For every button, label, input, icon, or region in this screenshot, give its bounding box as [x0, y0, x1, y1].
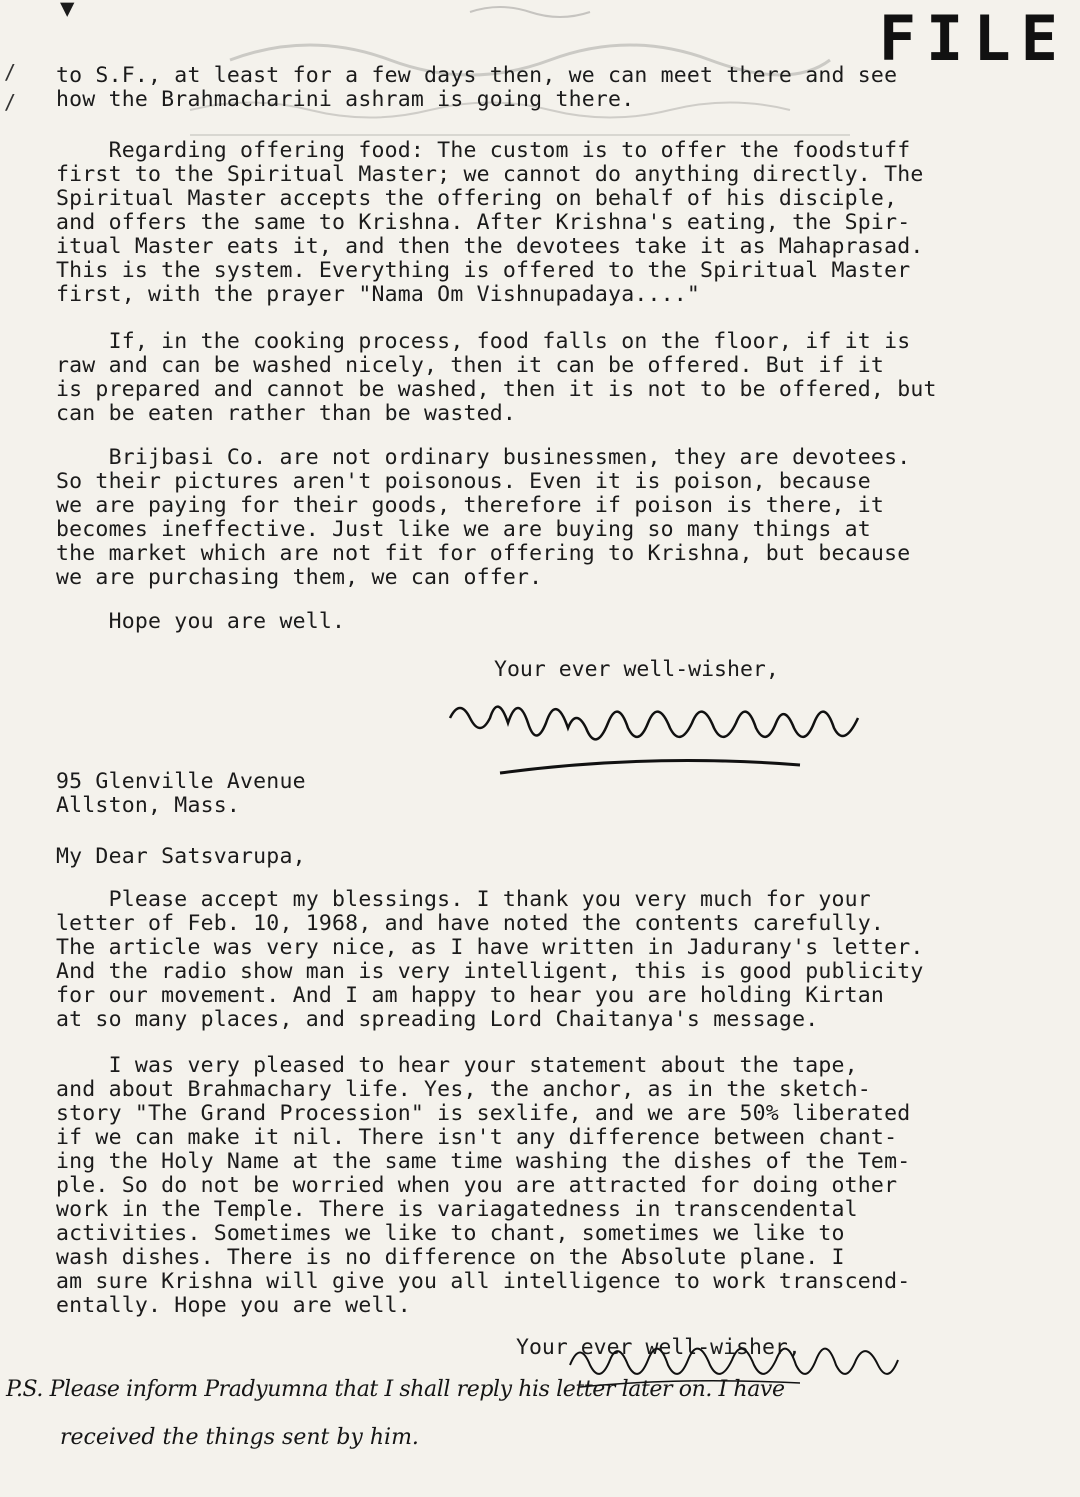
corner-mark: ▼ [60, 0, 75, 22]
postscript-line-2: received the things sent by him. [60, 1425, 419, 1450]
paragraph-brijbasi: Brijbasi Co. are not ordinary businessmen, they are devotees. So their pictures aren't poisonous. Even it is poison, because we are paying for their goods, therefore if poison is there, it becomes ineffective. Just like we are buying so many things at the market which are not fit for offering to Krishna, but because we are purchasing them, we can offer. [56, 445, 911, 590]
paragraph-cooking-process: If, in the cooking process, food falls on the floor, if it is raw and can be washed nicely, then it can be offered. But if it is prepared and cannot be washed, then it is not to be offered, but can be eaten rather than be wasted. [56, 329, 937, 426]
paragraph-hope-well: Hope you are well. [56, 609, 346, 634]
edge-tick-mark: / [4, 60, 17, 84]
file-stamp: FILE [878, 2, 1068, 75]
closing-salutation: Your ever well-wisher, [494, 657, 779, 682]
paragraph-offering-food: Regarding offering food: The custom is to offer the foodstuff first to the Spiritual Master; we cannot do anything directly. The Spiritual Master accepts the offering on behalf of his disciple, and offers the same to Krishna. After Krishna's eating, the Spir- itual Master eats it, and then the devotees take it as Mahaprasad. This is the system. Everything is offered to the Spiritual Master first, with the prayer "Nama Om Vishnupadaya...." [56, 138, 924, 307]
recipient-address: 95 Glenville Avenue Allston, Mass. [56, 769, 306, 818]
paragraph-blessings: Please accept my blessings. I thank you very much for your letter of Feb. 10, 1968, and have noted the contents carefully. The article was very nice, as I have written in Jadurany's letter. And the radio show man is very intelligent, this is good publicity for our movement. And I am happy to hear you are holding Kirtan at so many places, and spreading Lord Chaitanya's message. [56, 887, 924, 1032]
paragraph-continuation: to S.F., at least for a few days then, we can meet there and see how the Brahmacharini ashram is going there. [56, 63, 898, 112]
edge-tick-mark: / [4, 90, 17, 114]
salutation: My Dear Satsvarupa, [56, 844, 306, 869]
closing-salutation-2: Your ever well-wisher, [516, 1335, 801, 1360]
paragraph-brahmachary-life: I was very pleased to hear your statement about the tape, and about Brahmachary life. Yes, the anchor, as in the sketch- story "The Grand Procession" is sexlife, and we are 50% liberated if we can make it nil. There isn't any difference between chant- ing the Holy Name at the same time washing the dishes of the Tem- ple. So do not be worried when you are attracted for doing other work in the Temple. There is variagatedness in transcendental activities. Sometimes we like to chant, sometimes we like to wash dishes. There is no difference on the Absolute plane. I am sure Krishna will give you all intelligence to work transcend- entally. Hope you are well. [56, 1053, 911, 1318]
postscript-line-1: P.S. Please inform Pradyumna that I shall reply his letter later on. I have [6, 1377, 785, 1402]
